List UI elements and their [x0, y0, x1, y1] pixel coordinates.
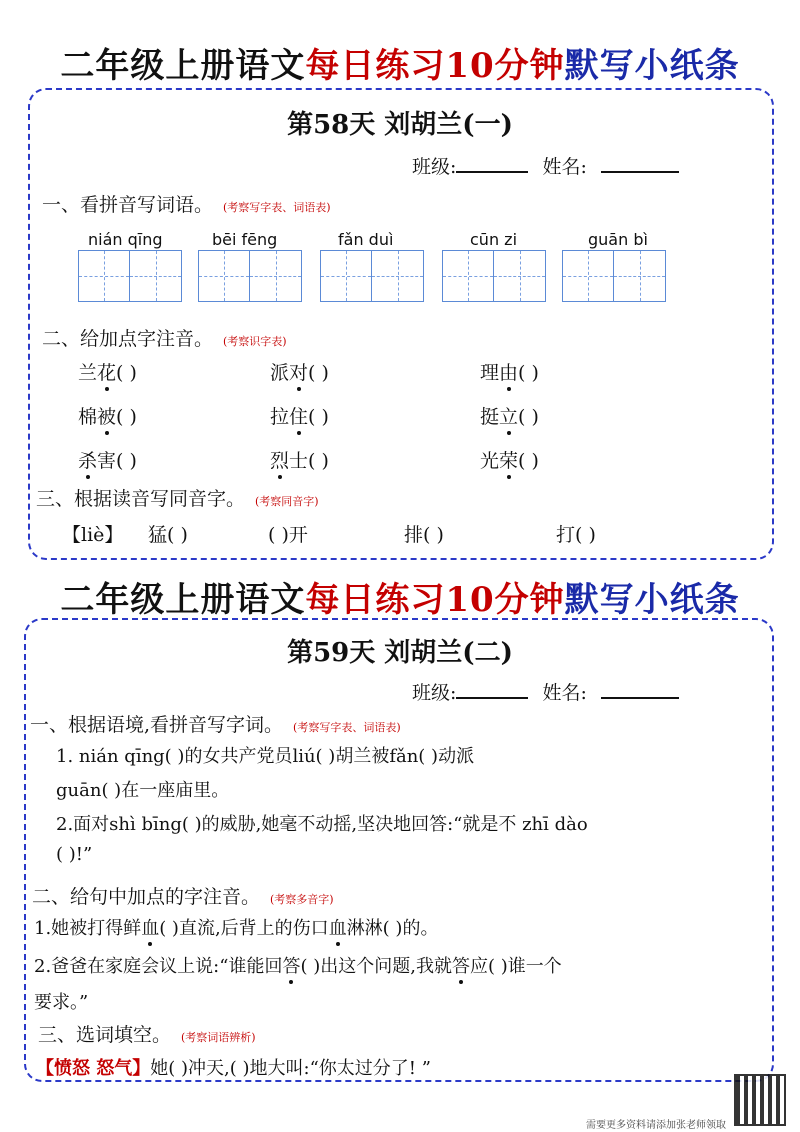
item-dotted-char: 对 [289, 358, 308, 385]
qr-code-icon [734, 1074, 786, 1126]
item-dotted-char: 被 [97, 402, 116, 429]
item-pre: 派 [270, 362, 290, 384]
item-blank[interactable]: ( ) [116, 406, 137, 428]
item-blank[interactable]: 士( ) [289, 450, 329, 472]
s2-q1-heading [30, 710, 401, 737]
phonetic-item-7 [78, 446, 137, 473]
header-title-1 [0, 38, 800, 87]
item-dotted-char: 立 [499, 402, 518, 429]
phonetic-item-6 [480, 402, 539, 429]
item-pre: 拉 [270, 406, 290, 428]
item-dotted-char: 由 [499, 358, 518, 385]
homophone-tag: 【liè】 [62, 524, 124, 546]
s2-q2-note: (考察多音字) [270, 893, 334, 906]
item-pre: 光 [480, 450, 500, 472]
pinyin-5: guān bì [588, 230, 648, 249]
footer-text: 需要更多资料请添加张老师领取 [586, 1120, 726, 1131]
class-name-row [412, 152, 679, 179]
header-title-2 [0, 572, 800, 621]
phonetic-item-3 [480, 358, 539, 385]
s2-q2-line3: 要求。” [34, 992, 89, 1013]
s2-q2-heading-text: 二、给句中加点的字注音。 [32, 886, 261, 908]
item-blank[interactable]: ( ) [518, 450, 539, 472]
s2-q1-line4[interactable]: ( )!” [56, 844, 93, 865]
item-blank[interactable]: ( ) [308, 362, 329, 384]
s2-q2-line1[interactable] [34, 914, 438, 940]
class-name-row-2 [412, 678, 679, 705]
homophone-item-3[interactable]: 排( ) [404, 524, 444, 546]
text: ( )直流,后背上的伤口 [159, 918, 329, 939]
item-blank[interactable]: 害( ) [97, 450, 137, 472]
item-dotted-char: 住 [289, 402, 308, 429]
item-pre: 挺 [480, 406, 500, 428]
header-part-plain: 二年级上册语文 [60, 580, 306, 620]
q3-heading [36, 484, 319, 511]
item-blank[interactable]: ( ) [518, 406, 539, 428]
q2-heading [42, 324, 287, 351]
s2-q3-line[interactable] [36, 1054, 431, 1080]
homophone-item-1[interactable]: 猛( ) [148, 524, 188, 546]
s2-q1-line3[interactable]: 2.面对shì bīng( )的威胁,她毫不动摇,坚决地回答:“就是不 zhī dào [56, 814, 588, 835]
s2-q3-text: 她( )冲天,( )地大叫:“你太过分了! ” [150, 1058, 431, 1079]
header-part-blue: 默写小纸条 [564, 46, 740, 86]
phonetic-item-4 [78, 402, 137, 429]
writing-grid-5[interactable] [562, 250, 666, 302]
homophone-item-2[interactable]: ( )开 [268, 524, 308, 546]
q1-heading [42, 190, 331, 217]
dotted-char: 答 [282, 952, 300, 978]
homophone-item-4[interactable]: 打( ) [556, 524, 596, 546]
q1-note: (考察写字表、词语表) [223, 201, 331, 214]
class-blank[interactable] [456, 679, 528, 699]
text: 2.爸爸在家庭会议上说:“谁能回 [34, 956, 283, 977]
phonetic-item-1 [78, 358, 137, 385]
dotted-char: 答 [452, 952, 470, 978]
dotted-char: 血 [141, 914, 159, 940]
q1-heading-text: 一、看拼音写词语。 [42, 194, 214, 216]
q3-note: (考察同音字) [255, 495, 319, 508]
class-label: 班级: [412, 682, 457, 704]
day-title-58: 第58天 刘胡兰(一) [287, 110, 513, 140]
item-blank[interactable]: ( ) [116, 362, 137, 384]
phonetic-item-5 [270, 402, 329, 429]
item-dotted-char: 烈 [270, 446, 289, 473]
name-blank[interactable] [601, 679, 679, 699]
item-pre: 棉 [78, 406, 98, 428]
item-blank[interactable]: ( ) [518, 362, 539, 384]
text: ( )出这个问题,我就 [300, 956, 452, 977]
text: 应( )谁一个 [469, 956, 562, 977]
item-dotted-char: 花 [97, 358, 116, 385]
header-part-plain: 二年级上册语文 [60, 46, 306, 86]
pinyin-3: fǎn duì [338, 230, 394, 249]
s2-q3-heading-text: 三、选词填空。 [38, 1024, 172, 1046]
q2-heading-text: 二、给加点字注音。 [42, 328, 214, 350]
writing-grid-4[interactable] [442, 250, 546, 302]
item-pre: 兰 [78, 362, 98, 384]
s2-q1-note: (考察写字表、词语表) [293, 721, 401, 734]
phonetic-item-2 [270, 358, 329, 385]
s2-q2-heading [32, 882, 334, 909]
pinyin-2: bēi fēng [212, 230, 278, 249]
s2-q2-line2[interactable] [34, 952, 562, 978]
day-title-59: 第59天 刘胡兰(二) [287, 638, 513, 668]
dotted-char: 血 [329, 914, 347, 940]
item-dotted-char: 杀 [78, 446, 97, 473]
writing-grid-2[interactable] [198, 250, 302, 302]
phonetic-item-8 [270, 446, 329, 473]
s2-q1-line2[interactable]: guān( )在一座庙里。 [56, 780, 230, 801]
text: 淋淋( )的。 [346, 918, 439, 939]
name-label: 姓名: [542, 156, 587, 178]
class-blank[interactable] [456, 153, 528, 173]
phonetic-item-9 [480, 446, 539, 473]
name-label: 姓名: [542, 682, 587, 704]
item-pre: 理 [480, 362, 500, 384]
q3-heading-text: 三、根据读音写同音字。 [36, 488, 246, 510]
class-label: 班级: [412, 156, 457, 178]
s2-q3-note: (考察词语辨析) [181, 1031, 256, 1044]
pinyin-4: cūn zi [470, 230, 518, 249]
writing-grid-3[interactable] [320, 250, 424, 302]
q2-note: (考察识字表) [223, 335, 287, 348]
header-part-blue: 默写小纸条 [564, 580, 740, 620]
writing-grid-1[interactable] [78, 250, 182, 302]
s2-q1-heading-text: 一、根据语境,看拼音写字词。 [30, 714, 284, 736]
s2-q1-line1[interactable]: 1. nián qīng( )的女共产党员liú( )胡兰被fǎn( )动派 [56, 746, 475, 767]
word-choice-tag: 【愤怒 怒气】 [36, 1058, 151, 1079]
s2-q3-heading [38, 1020, 256, 1047]
item-blank[interactable]: ( ) [308, 406, 329, 428]
header-part-red: 每日练习10分钟 [305, 46, 565, 86]
text: 1.她被打得鲜 [34, 918, 142, 939]
pinyin-1: nián qīng [88, 230, 163, 249]
item-dotted-char: 荣 [499, 446, 518, 473]
name-blank[interactable] [601, 153, 679, 173]
header-part-red: 每日练习10分钟 [305, 580, 565, 620]
